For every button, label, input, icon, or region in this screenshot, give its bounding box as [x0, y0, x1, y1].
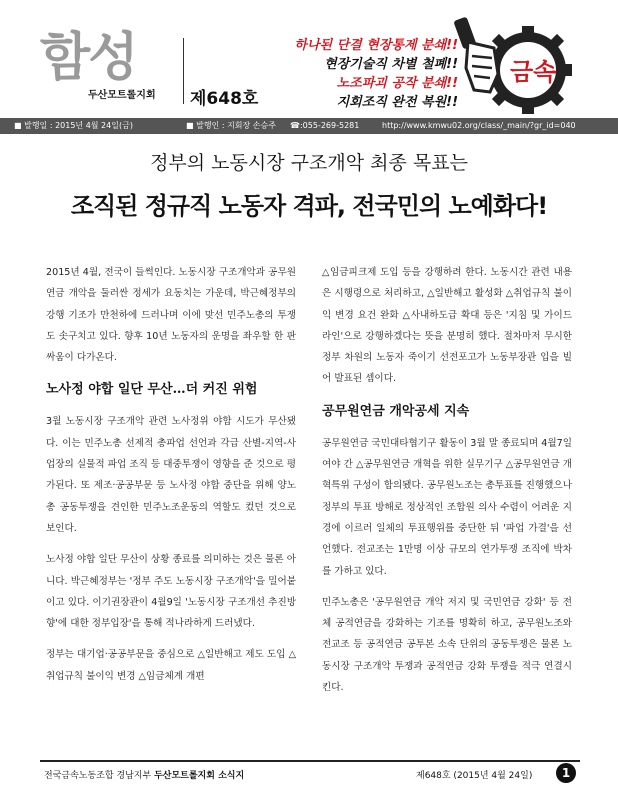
union-emblem-icon — [454, 12, 580, 118]
body-paragraph: 노사정 야합 일단 무산이 상황 종료를 의미하는 것은 물론 아니다. 박근혜정부는 '정부 주도 노동시장 구조개악'을 밀어붙이고 있다. 이기권장관이 4월9일 '노동시장 구조개선 추진방향'에 대한 정부입장'을 통해 적나라하게 드러냈다. — [46, 554, 296, 630]
footer-union: 전국금속노동조합 경남지부 — [44, 771, 152, 781]
newsletter-logo: 함성 — [40, 28, 137, 88]
section-heading: 노사정 야합 일단 무산…더 커진 위험 — [46, 382, 258, 398]
fist-icon — [454, 17, 498, 92]
left-column — [46, 262, 296, 697]
phone-number: ☎:055-269-5281 — [290, 121, 360, 130]
newsletter-union-name: 두산모트롤지회 — [88, 90, 156, 101]
publication-info-bar — [0, 118, 618, 134]
footer-divider — [40, 760, 580, 762]
body-paragraph: △임금피크제 도입 등을 강행하려 한다. 노동시간 관련 내용은 시행령으로 처리하고, △일반해고 활성화 △취업규칙 불이익 변경 요건 완화 △사내하도급 확대 등은 '지침 및 가이드라인'으로 강행하겠다는 뜻을 분명히 했다. 절차마저 무시한 정부 차원의 노동자 죽이기 선전포고가 노동부장관 입을 빌어 발표된 셈이다. — [322, 267, 572, 385]
footer-local: 두산모트롤지회 소식지 — [154, 771, 245, 781]
publish-date: ■ 발행일 : 2015년 4월 24일(금) — [14, 121, 133, 130]
website-url[interactable]: http://www.kmwu02.org/class/_main/?gr_id=040 — [382, 121, 576, 130]
section-heading: 공무원연금 개악공세 지속 — [322, 403, 470, 419]
page-number: 1 — [556, 763, 576, 783]
main-headline: 조직된 정규직 노동자 격파, 전국민의 노예화다! — [70, 192, 548, 220]
footer-org — [44, 768, 244, 781]
body-paragraph: 3월 노동시장 구조개악 관련 노사정위 야합 시도가 무산됐다. 이는 민주노총 선제적 총파업 선언과 각급 산별-지역-사업장의 실물적 파업 조직 등 대중투쟁이 영향을 준 것으로 평가된다. 또 제조·공공부문 등 노사정 야합 중단을 위해 양노총 공동투쟁을 견인한 민주노조운동의 역할도 컸던 것으로 보인다. — [46, 416, 296, 534]
emblem-text: 금속 — [510, 58, 557, 86]
publisher: ■ 발행인 : 지회장 손승주 — [186, 121, 276, 130]
masthead — [0, 0, 618, 118]
kicker-headline: 정부의 노동시장 구조개악 최종 목표는 — [150, 152, 468, 174]
slogan-line: 노조파괴 공작 분쇄!! — [336, 76, 458, 91]
slogan-list — [258, 36, 458, 112]
body-paragraph: 정부는 대기업·공공부문을 중심으로 △일반해고 제도 도입 △취업규칙 불이익 변경 △임금체계 개편 — [46, 649, 296, 682]
slogan-line: 하나된 단결 현장통제 분쇄!! — [294, 38, 458, 53]
body-paragraph: 공무원연금 국민대타협기구 활동이 3월 말 종료되며 4월7일 여야 간 △공무원연금 개혁을 위한 실무기구 △공무원연금 개혁특위 구성이 합의됐다. 공무원노조는 총투표를 진행했으나 정부의 투표 방해로 정상적인 조합원 의사 수렴이 어려운 지경에 이르러 일체의 투표행위를 중단한 뒤 '파업 가결'을 선언했다. 전교조는 1만명 이상 규모의 연가투쟁 조직에 박차를 가하고 있다. — [322, 437, 572, 577]
issue-number: 제648호 — [190, 89, 259, 109]
header-divider — [183, 38, 184, 104]
slogan-line: 지회조직 완전 복원!! — [336, 95, 458, 110]
body-paragraph: 민주노총은 '공무원연금 개악 저지 및 국민연금 강화' 등 전체 공적연금을 강화하는 기조를 명확히 하고, 공무원노조와 전교조 등 공적연금 공투본 소속 단위의 공동투쟁은 물론 노동시장 구조개악 투쟁과 공적연금 강화 투쟁을 적극 연결시킨다. — [322, 596, 572, 694]
slogan-line: 현장기술직 차별 철폐!! — [324, 57, 458, 72]
right-column — [322, 262, 572, 708]
footer-issue-date: 제648호 (2015년 4월 24일) — [416, 771, 533, 781]
intro-paragraph: 2015년 4월, 전국이 들썩인다. 노동시장 구조개악과 공무원연금 개악을 둘러싼 정세가 요동치는 가운데, 박근혜정부의 강행 기조가 만천하에 드러나며 이에 맞선 민주노총의 투쟁도 솟구치고 있다. 향후 10년 노동자의 운명을 좌우할 한 판 싸움이 다가온다. — [46, 267, 296, 364]
